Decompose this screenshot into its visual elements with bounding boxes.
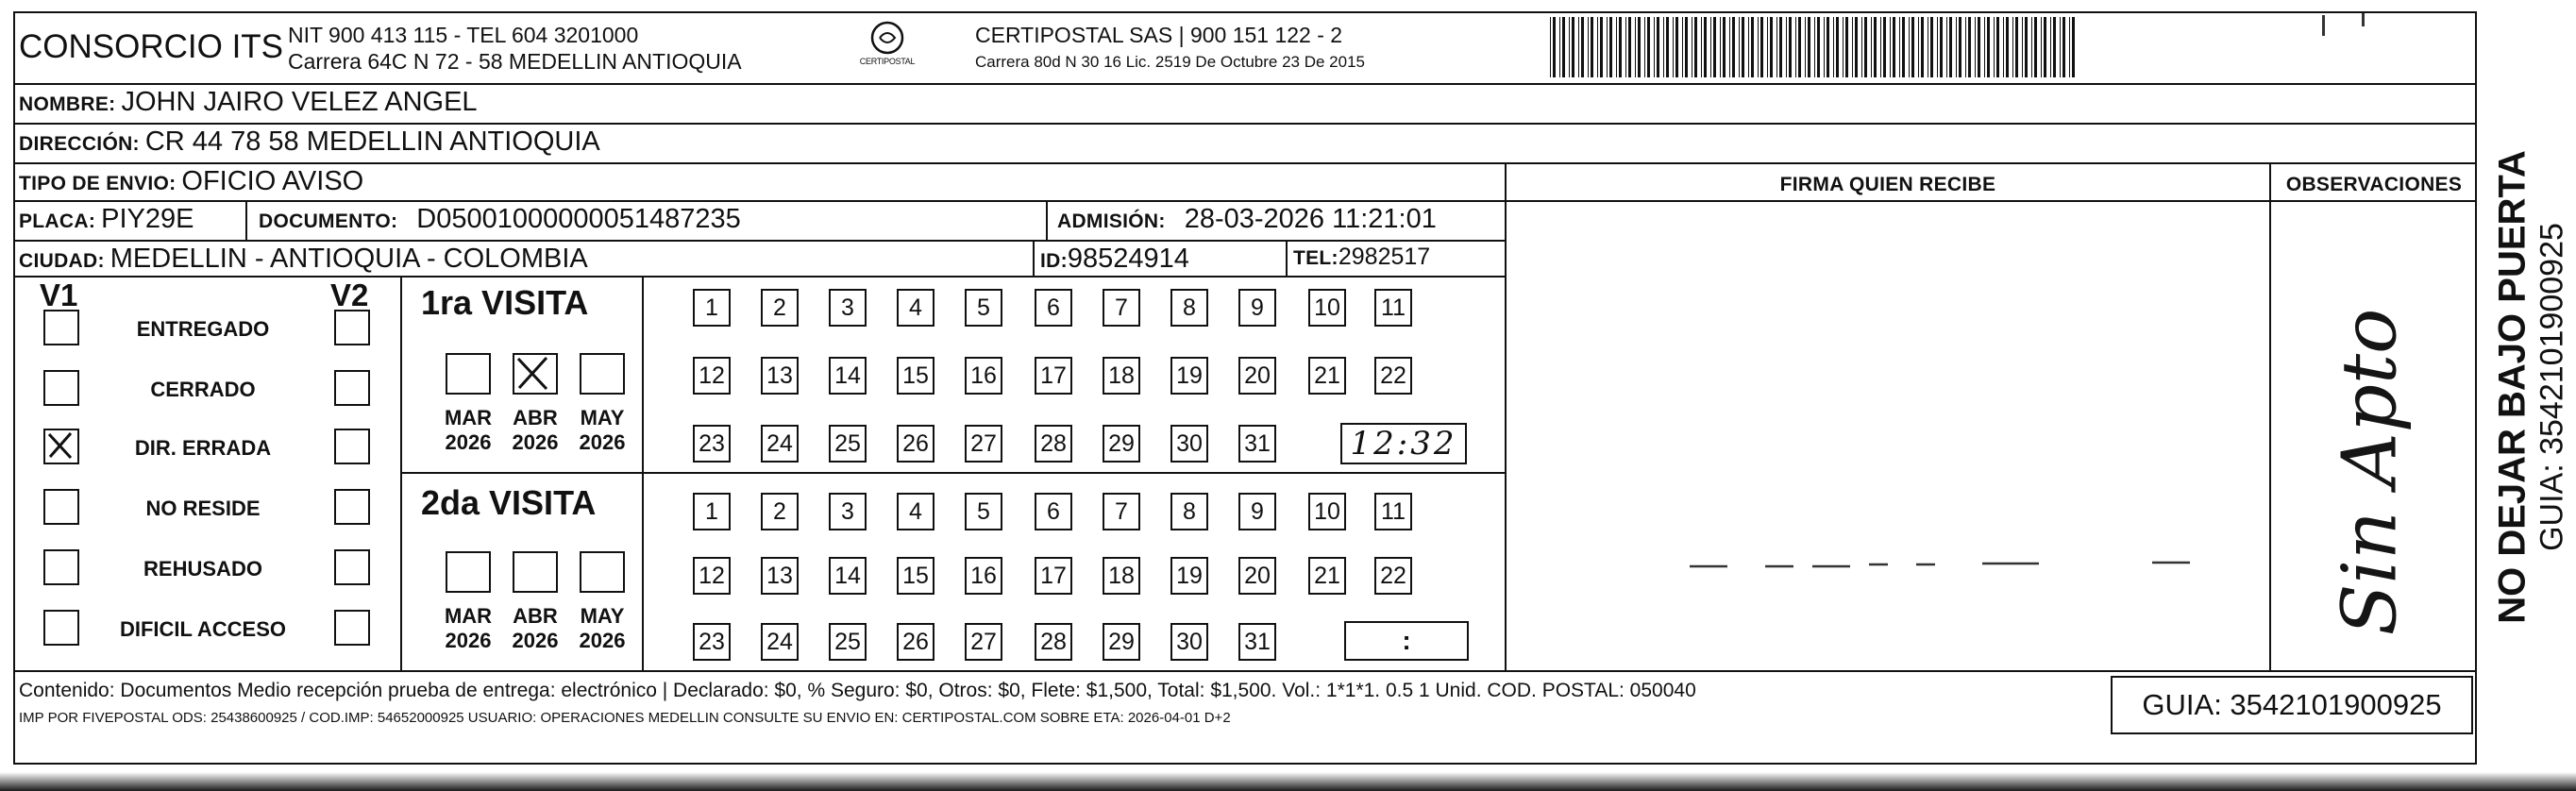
day-box[interactable]: 4	[897, 289, 934, 327]
footer-guia: GUIA: 3542101900925	[2142, 688, 2442, 721]
day-box[interactable]: 17	[1035, 357, 1072, 395]
barcode-bar	[1720, 17, 1721, 77]
v2-checkbox[interactable]	[334, 370, 370, 406]
document-value: D05001000000051487235	[416, 204, 741, 234]
day-box[interactable]: 12	[693, 357, 731, 395]
observations-handwriting	[2265, 283, 2473, 661]
day-box[interactable]: 5	[965, 493, 1002, 530]
recipient-address-row	[19, 126, 600, 158]
content-line: Contenido: Documentos Medio recepción prueba de entrega: electrónico | Declarado: $0, % Seguro: $0, Otros: $0, Flete: $1,500, Total: $1,500. Vol.: 1*1*1. 0.5 1 Unid. COD. POSTAL: 050040	[19, 680, 1696, 701]
side-text	[2479, 113, 2573, 661]
visit2-time-box[interactable]	[1344, 621, 1469, 661]
side-guia: GUIA: 3542101900925	[2534, 223, 2570, 551]
v2-header: V2	[330, 278, 369, 312]
barcode-bar	[1723, 17, 1726, 77]
day-box[interactable]: 23	[693, 623, 731, 661]
barcode-bar	[1647, 17, 1650, 77]
barcode-bar	[1918, 17, 1919, 77]
document-label: DOCUMENTO:	[259, 210, 398, 232]
barcode-bar	[1591, 17, 1593, 77]
month-checkbox[interactable]	[580, 551, 625, 593]
check-x-icon	[514, 355, 552, 393]
day-box[interactable]: 3	[829, 289, 867, 327]
v2-checkbox[interactable]	[334, 310, 370, 345]
barcode-bar	[1843, 17, 1844, 77]
barcode-bar	[1581, 17, 1584, 77]
barcode-bar	[1899, 17, 1900, 77]
day-box[interactable]: 11	[1374, 289, 1412, 327]
v2-checkbox[interactable]	[334, 429, 370, 464]
barcode-bar	[1776, 17, 1777, 77]
day-box[interactable]: 8	[1170, 493, 1208, 530]
day-box[interactable]: 27	[965, 623, 1002, 661]
month-label	[435, 406, 501, 455]
v1-checkbox[interactable]	[43, 489, 79, 525]
day-box[interactable]: 15	[897, 357, 934, 395]
barcode-bar	[1779, 17, 1782, 77]
rule	[1286, 240, 1288, 276]
barcode-bar	[1635, 17, 1636, 77]
status-label: ENTREGADO	[136, 317, 270, 341]
barcode-bar	[2022, 17, 2023, 77]
visit2-title: 2da VISITA	[421, 483, 597, 522]
id-row	[1040, 244, 1189, 275]
day-box[interactable]: 1	[693, 289, 731, 327]
barcode-bar	[1789, 17, 1792, 77]
name-label: NOMBRE:	[19, 93, 116, 115]
barcode-bar	[1871, 17, 1872, 77]
day-box[interactable]: 24	[761, 425, 799, 463]
v2-checkbox[interactable]	[334, 489, 370, 525]
barcode-bar	[2041, 17, 2042, 77]
day-box[interactable]: 19	[1170, 357, 1208, 395]
day-box[interactable]: 9	[1238, 493, 1276, 530]
day-box[interactable]: 21	[1308, 357, 1346, 395]
day-box[interactable]: 13	[761, 357, 799, 395]
carrier-logo	[854, 19, 920, 76]
day-box[interactable]: 31	[1238, 425, 1276, 463]
barcode-bar	[1817, 17, 1820, 77]
barcode-bar	[1827, 17, 1829, 77]
barcode-bar	[1946, 17, 1947, 77]
barcode-bar	[1666, 17, 1669, 77]
day-box[interactable]: 10	[1308, 493, 1346, 530]
barcode-bar	[1767, 17, 1768, 77]
day-box[interactable]: 30	[1170, 623, 1208, 661]
day-box[interactable]: 18	[1103, 357, 1140, 395]
barcode-bar	[1578, 17, 1579, 77]
shipment-type: OFICIO AVISO	[181, 166, 364, 196]
nit-line: NIT 900 413 115 - TEL 604 3201000	[288, 23, 639, 47]
barcode-bar	[2015, 17, 2018, 77]
day-box[interactable]: 30	[1170, 425, 1208, 463]
barcode-bar	[1845, 17, 1848, 77]
day-box[interactable]: 7	[1103, 493, 1140, 530]
day-box[interactable]: 29	[1103, 425, 1140, 463]
rule	[13, 200, 2477, 202]
recipient-address: CR 44 78 58 MEDELLIN ANTIOQUIA	[144, 126, 600, 157]
plate-label: PLACA:	[19, 210, 96, 232]
day-box[interactable]: 20	[1238, 357, 1276, 395]
visit1-title: 1ra VISITA	[421, 283, 589, 322]
barcode-bar	[1609, 17, 1612, 77]
barcode-bar	[2062, 17, 2065, 77]
day-box[interactable]: 26	[897, 425, 934, 463]
tel-row	[1293, 244, 1430, 271]
barcode-bar	[1751, 17, 1754, 77]
barcode-bar	[1704, 17, 1707, 77]
barcode-bar	[1758, 17, 1759, 77]
barcode-bar	[1956, 17, 1957, 77]
license-line: Carrera 80d N 30 16 Lic. 2519 De Octubre 23 De 2015	[975, 53, 1365, 71]
barcode-bar	[1550, 17, 1551, 77]
barcode-bar	[1710, 17, 1711, 77]
status-label: DIR. ERRADA	[134, 436, 272, 460]
day-box[interactable]: 31	[1238, 623, 1276, 661]
barcode-bar	[1940, 17, 1943, 77]
month-name: MAR	[444, 406, 493, 429]
month-year: 2026	[512, 629, 559, 652]
status-label: DIFICIL ACCESO	[119, 617, 286, 641]
handwriting-text: Sin Apto	[2325, 308, 2414, 636]
barcode-bar	[2060, 17, 2061, 77]
city-label: CIUDAD:	[19, 250, 105, 272]
barcode-bar	[1663, 17, 1664, 77]
day-box[interactable]: 28	[1035, 425, 1072, 463]
rule	[1046, 200, 1048, 240]
barcode-bar	[1616, 17, 1617, 77]
barcode-bar	[1694, 17, 1697, 77]
stray-mark	[2322, 15, 2325, 36]
barcode-bar	[1644, 17, 1645, 77]
rule	[13, 123, 2477, 125]
barcode-bar	[1770, 17, 1773, 77]
month-checkbox[interactable]	[513, 353, 558, 395]
day-box[interactable]: 1	[693, 493, 731, 530]
city-row	[19, 244, 588, 275]
logo-icon	[854, 19, 920, 76]
rule	[13, 240, 1507, 242]
barcode-bar	[1682, 17, 1683, 77]
barcode-bar	[1855, 17, 1858, 77]
barcode-bar	[1833, 17, 1834, 77]
barcode-bar	[1949, 17, 1952, 77]
barcode-bar	[1880, 17, 1881, 77]
day-box[interactable]: 25	[829, 425, 867, 463]
barcode-bar	[1930, 17, 1933, 77]
day-box[interactable]: 11	[1374, 493, 1412, 530]
barcode-bar	[1836, 17, 1839, 77]
day-box[interactable]: 2	[761, 493, 799, 530]
barcode	[1548, 13, 2077, 81]
barcode-bar	[2069, 17, 2070, 77]
status-label: REHUSADO	[143, 557, 262, 581]
barcode-bar	[1864, 17, 1867, 77]
barcode-bar	[1675, 17, 1678, 77]
day-box[interactable]: 28	[1035, 623, 1072, 661]
carrier-line: CERTIPOSTAL SAS | 900 151 122 - 2	[975, 23, 1343, 47]
day-box[interactable]: 2	[761, 289, 799, 327]
recipient-name-row	[19, 87, 478, 118]
month-checkbox[interactable]	[446, 353, 491, 395]
barcode-bar	[2006, 17, 2009, 77]
admission-row	[1057, 204, 1437, 235]
barcode-bar	[1808, 17, 1810, 77]
month-label	[569, 406, 635, 455]
rule	[13, 276, 1507, 278]
rule	[1505, 162, 1507, 670]
check-x-icon	[45, 430, 76, 462]
barcode-bar	[1824, 17, 1825, 77]
admission-value: 28-03-2026 11:21:01	[1184, 204, 1437, 234]
month-name: ABR	[513, 604, 558, 628]
month-name: MAR	[444, 604, 493, 628]
day-box[interactable]: 4	[897, 493, 934, 530]
barcode-bar	[1795, 17, 1796, 77]
tel-label: TEL:	[1293, 247, 1339, 269]
barcode-bar	[1909, 17, 1910, 77]
day-box[interactable]: 10	[1308, 289, 1346, 327]
day-box[interactable]: 21	[1308, 557, 1346, 595]
month-year: 2026	[445, 430, 492, 454]
day-box[interactable]: 15	[897, 557, 934, 595]
rule	[400, 472, 1505, 474]
barcode-bar	[1732, 17, 1735, 77]
barcode-bar	[1729, 17, 1730, 77]
footer-guia-box	[2111, 676, 2473, 734]
shipment-type-row	[19, 166, 363, 197]
barcode-bar	[1562, 17, 1565, 77]
month-checkbox[interactable]	[580, 353, 625, 395]
day-box[interactable]: 25	[829, 623, 867, 661]
v1-checkbox[interactable]	[43, 310, 79, 345]
barcode-bar	[1987, 17, 1990, 77]
barcode-bar	[2034, 17, 2037, 77]
status-label: NO RESIDE	[145, 496, 261, 520]
rule	[13, 670, 2477, 672]
month-year: 2026	[512, 430, 559, 454]
month-label	[502, 406, 568, 455]
address-label: DIRECCIÓN:	[19, 133, 140, 155]
barcode-bar	[1921, 17, 1924, 77]
barcode-bar	[1861, 17, 1862, 77]
day-box[interactable]: 14	[829, 557, 867, 595]
month-checkbox[interactable]	[513, 551, 558, 593]
rule	[245, 200, 247, 240]
day-box[interactable]: 16	[965, 357, 1002, 395]
barcode-bar	[1798, 17, 1801, 77]
company-name: CONSORCIO ITS	[19, 28, 284, 65]
month-year: 2026	[579, 629, 626, 652]
day-box[interactable]: 6	[1035, 493, 1072, 530]
barcode-bar	[1874, 17, 1877, 77]
visit2-time: :	[1402, 626, 1411, 655]
day-box[interactable]: 22	[1374, 357, 1412, 395]
day-box[interactable]: 7	[1103, 289, 1140, 327]
tel-value: 2982517	[1338, 244, 1431, 270]
barcode-bar	[1742, 17, 1744, 77]
company-address: Carrera 64C N 72 - 58 MEDELLIN ANTIOQUIA	[288, 49, 742, 74]
signature-area	[1510, 529, 2228, 585]
barcode-bar	[1713, 17, 1716, 77]
v1-checkbox[interactable]	[43, 610, 79, 646]
month-name: MAY	[580, 604, 625, 628]
barcode-bar	[1673, 17, 1674, 77]
day-box[interactable]: 16	[965, 557, 1002, 595]
signature-column-header: FIRMA QUIEN RECIBE	[1779, 174, 1996, 195]
barcode-bar	[1625, 17, 1626, 77]
day-box[interactable]: 12	[693, 557, 731, 595]
barcode-bar	[1607, 17, 1608, 77]
v2-checkbox[interactable]	[334, 549, 370, 585]
barcode-bar	[1760, 17, 1763, 77]
barcode-bar	[1657, 17, 1659, 77]
barcode-bar	[1748, 17, 1749, 77]
barcode-bar	[2003, 17, 2004, 77]
barcode-bar	[1959, 17, 1961, 77]
month-checkbox[interactable]	[446, 551, 491, 593]
day-box[interactable]: 8	[1170, 289, 1208, 327]
v1-header: V1	[40, 278, 78, 312]
barcode-bar	[1600, 17, 1603, 77]
barcode-bar	[1994, 17, 1995, 77]
barcode-bar	[1984, 17, 1985, 77]
id-label: ID:	[1040, 250, 1068, 272]
day-box[interactable]: 14	[829, 357, 867, 395]
barcode-bar	[2053, 17, 2056, 77]
month-label	[502, 604, 568, 653]
barcode-bar	[2025, 17, 2028, 77]
barcode-bar	[2050, 17, 2051, 77]
barcode-bar	[1805, 17, 1806, 77]
barcode-bar	[1996, 17, 1999, 77]
day-box[interactable]: 17	[1035, 557, 1072, 595]
v2-checkbox[interactable]	[334, 610, 370, 646]
rule	[1033, 240, 1035, 276]
month-label	[435, 604, 501, 653]
barcode-bar	[1852, 17, 1853, 77]
barcode-bar	[1902, 17, 1905, 77]
barcode-bar	[1937, 17, 1938, 77]
rule	[13, 83, 2477, 85]
barcode-bar	[1569, 17, 1570, 77]
day-box[interactable]: 29	[1103, 623, 1140, 661]
day-box[interactable]: 26	[897, 623, 934, 661]
barcode-bar	[1597, 17, 1598, 77]
barcode-bar	[1978, 17, 1980, 77]
v1-checkbox[interactable]	[43, 429, 79, 464]
day-box[interactable]: 23	[693, 425, 731, 463]
barcode-bar	[2044, 17, 2046, 77]
logo-text: CERTIPOSTAL	[859, 57, 916, 66]
month-name: ABR	[513, 406, 558, 429]
visit1-time: 12:32	[1350, 425, 1457, 463]
print-line: IMP POR FIVEPOSTAL ODS: 25438600925 / COD.IMP: 54652000925 USUARIO: OPERACIONES MEDELLIN CONSULTE SU ENVIO EN: CERTIPOSTAL.COM SOBRE ETA: 2026-04-01 D+2	[19, 710, 1231, 726]
no-dejar-text: NO DEJAR BAJO PUERTA	[2491, 150, 2534, 624]
type-label: TIPO DE ENVIO:	[19, 173, 177, 194]
day-box[interactable]: 24	[761, 623, 799, 661]
day-box[interactable]: 5	[965, 289, 1002, 327]
visit1-time-box[interactable]	[1340, 423, 1467, 464]
admission-label: ADMISIÓN:	[1057, 210, 1166, 232]
day-box[interactable]: 22	[1374, 557, 1412, 595]
barcode-bar	[1883, 17, 1886, 77]
plate-value: PIY29E	[101, 204, 194, 234]
barcode-bar	[2012, 17, 2013, 77]
barcode-bar	[1572, 17, 1574, 77]
document-row	[259, 204, 741, 235]
barcode-bar	[1911, 17, 1914, 77]
barcode-bar	[2031, 17, 2032, 77]
barcode-bar	[1893, 17, 1895, 77]
paper-edge	[0, 772, 2576, 791]
day-box[interactable]: 3	[829, 493, 867, 530]
status-label: CERRADO	[150, 378, 256, 401]
barcode-bar	[1628, 17, 1631, 77]
barcode-bar	[1588, 17, 1589, 77]
barcode-bar	[1975, 17, 1976, 77]
observations-column-header: OBSERVACIONES	[2285, 174, 2463, 195]
day-box[interactable]: 20	[1238, 557, 1276, 595]
month-year: 2026	[579, 430, 626, 454]
barcode-bar	[1559, 17, 1560, 77]
barcode-bar	[1553, 17, 1556, 77]
day-box[interactable]: 27	[965, 425, 1002, 463]
barcode-bar	[1890, 17, 1891, 77]
month-label	[569, 604, 635, 653]
day-box[interactable]: 18	[1103, 557, 1140, 595]
id-value: 98524914	[1067, 244, 1189, 274]
rule	[2475, 83, 2477, 162]
barcode-bar	[2072, 17, 2075, 77]
barcode-bar	[1654, 17, 1655, 77]
barcode-bar	[1638, 17, 1641, 77]
month-year: 2026	[445, 629, 492, 652]
plate-row	[19, 204, 194, 235]
day-box[interactable]: 6	[1035, 289, 1072, 327]
recipient-name: JOHN JAIRO VELEZ ANGEL	[121, 87, 478, 117]
barcode-bar	[1739, 17, 1740, 77]
stray-mark	[2362, 13, 2365, 26]
barcode-bar	[1968, 17, 1971, 77]
barcode-bar	[1814, 17, 1815, 77]
city-value: MEDELLIN - ANTIOQUIA - COLOMBIA	[109, 244, 588, 274]
barcode-bar	[1786, 17, 1787, 77]
day-box[interactable]: 9	[1238, 289, 1276, 327]
v1-checkbox[interactable]	[43, 370, 79, 406]
v1-checkbox[interactable]	[43, 549, 79, 585]
barcode-bar	[1701, 17, 1702, 77]
rule	[13, 162, 2477, 164]
barcode-bar	[1965, 17, 1966, 77]
day-box[interactable]: 13	[761, 557, 799, 595]
day-box[interactable]: 19	[1170, 557, 1208, 595]
month-name: MAY	[580, 406, 625, 429]
barcode-bar	[1619, 17, 1622, 77]
barcode-bar	[1685, 17, 1688, 77]
